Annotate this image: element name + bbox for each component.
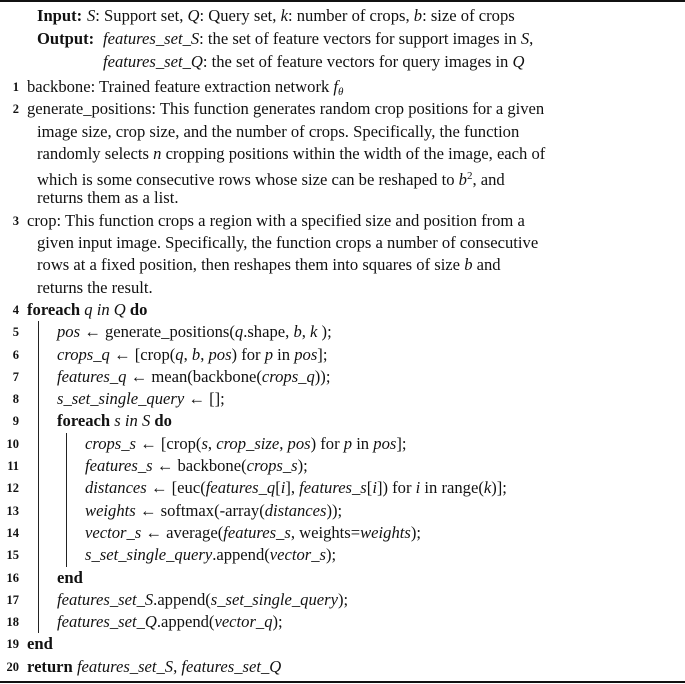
line-row xyxy=(0,344,685,366)
text-segment: crops_q xyxy=(57,344,110,364)
text-segment: in xyxy=(273,344,295,364)
text-segment: s_set_single_query xyxy=(85,545,213,565)
algorithm-line xyxy=(0,455,685,477)
text-segment: k xyxy=(483,478,492,498)
line-row xyxy=(0,187,685,209)
text-segment: S xyxy=(87,6,96,25)
text-segment: : Support set, xyxy=(95,6,188,25)
text-segment: returns the result. xyxy=(37,277,153,297)
algorithm-line xyxy=(0,299,685,321)
line-row xyxy=(0,277,685,299)
text-segment: p xyxy=(343,433,353,453)
line-row xyxy=(0,76,685,98)
text-segment: image size, crop size, and the number of crops. Specifically, the function xyxy=(37,121,520,141)
text-segment: p xyxy=(264,344,274,364)
block-indent-bar xyxy=(66,433,67,455)
text-segment: features_s xyxy=(223,522,291,542)
block-indent-bar xyxy=(38,366,39,388)
line-number: 7 xyxy=(12,369,19,384)
text-segment: pos xyxy=(373,433,397,453)
line-number: 18 xyxy=(6,615,19,630)
text-segment: ]; xyxy=(396,433,407,453)
text-segment: ← [crop( xyxy=(136,433,202,453)
text-segment: Q xyxy=(512,52,525,71)
line-number: 16 xyxy=(6,570,19,585)
line-text xyxy=(85,477,507,499)
line-row xyxy=(0,98,685,120)
text-segment: features_s xyxy=(299,478,367,498)
line-row xyxy=(0,388,685,410)
output-row xyxy=(0,27,685,50)
text-segment: , weights= xyxy=(290,522,361,542)
output-label: Output: xyxy=(37,29,95,48)
text-segment: b xyxy=(191,344,201,364)
line-text xyxy=(27,633,53,655)
text-segment: , xyxy=(200,344,209,364)
text-segment: n xyxy=(153,143,162,163)
text-segment: .append( xyxy=(153,589,211,609)
text-segment: end xyxy=(27,634,53,654)
line-number: 9 xyxy=(12,414,19,429)
text-segment: )); xyxy=(314,366,331,386)
block-indent-bar xyxy=(38,388,39,410)
line-text xyxy=(37,187,178,209)
text-segment: distances xyxy=(85,478,147,498)
line-text xyxy=(37,143,545,165)
line-row xyxy=(0,633,685,655)
text-segment: features_set_Q xyxy=(57,612,157,632)
line-text xyxy=(85,433,406,455)
text-segment: )]; xyxy=(491,478,507,498)
line-row xyxy=(0,544,685,566)
text-segment: , xyxy=(173,656,182,676)
input-description xyxy=(87,4,515,27)
line-text xyxy=(57,321,332,343)
line-text xyxy=(85,500,342,522)
algorithm-line xyxy=(0,433,685,455)
text-segment: in xyxy=(352,433,374,453)
algorithm-box xyxy=(0,4,685,678)
text-segment: ← generate_positions( xyxy=(80,322,235,342)
text-segment: k xyxy=(310,322,318,342)
line-text xyxy=(57,388,225,410)
text-segment: do xyxy=(150,411,172,431)
text-segment: ) for xyxy=(231,344,265,364)
block-indent-bar xyxy=(38,344,39,366)
text-segment: q xyxy=(234,322,244,342)
line-text xyxy=(57,567,83,589)
text-segment: b xyxy=(413,6,423,25)
text-segment: which is some consecutive rows whose size can be reshaped to xyxy=(37,170,459,190)
block-indent-bar xyxy=(38,611,39,633)
text-segment: crop: This function crops a region with a specified size and position from a xyxy=(27,210,525,230)
line-row xyxy=(0,299,685,321)
block-indent-bar xyxy=(38,433,39,455)
line-row xyxy=(0,366,685,388)
line-row xyxy=(0,477,685,499)
text-segment: given input image. Specifically, the function crops a number of consecutive xyxy=(37,233,539,253)
line-text xyxy=(85,522,421,544)
text-segment: Q xyxy=(187,6,200,25)
text-segment: S xyxy=(520,29,530,48)
text-segment: , xyxy=(183,344,192,364)
line-row xyxy=(0,656,685,678)
text-segment: b xyxy=(458,170,467,190)
text-segment: generate_positions: This function generates random crop positions for a given xyxy=(27,99,545,119)
text-segment: pos xyxy=(208,344,232,364)
line-text xyxy=(57,366,330,388)
algorithm-line xyxy=(0,589,685,611)
algorithm-line xyxy=(0,500,685,522)
text-segment: returns them as a list. xyxy=(37,188,179,208)
line-row xyxy=(0,210,685,232)
algorithm-line xyxy=(0,98,685,209)
text-segment: .append( xyxy=(212,545,270,565)
text-segment: vector_s xyxy=(85,522,142,542)
text-segment: i xyxy=(280,478,286,498)
text-segment: [ xyxy=(366,478,373,498)
text-segment: features_q xyxy=(57,366,127,386)
text-segment: vector_s xyxy=(269,545,327,565)
text-segment: ); xyxy=(297,456,308,476)
text-segment: pos xyxy=(294,344,318,364)
line-row xyxy=(0,143,685,165)
algorithm-line xyxy=(0,611,685,633)
text-segment: features_set_S xyxy=(76,656,174,676)
text-segment: i xyxy=(372,478,377,498)
block-indent-bar xyxy=(38,477,39,499)
text-segment: do xyxy=(125,299,148,319)
text-segment: ], xyxy=(285,478,300,498)
line-text xyxy=(27,210,525,232)
text-segment: : number of crops, xyxy=(287,6,414,25)
text-segment: 2 xyxy=(466,170,473,183)
text-segment: in range( xyxy=(420,478,484,498)
line-number: 5 xyxy=(12,325,19,340)
text-segment: )); xyxy=(326,500,343,520)
text-segment: features_set_Q xyxy=(181,656,282,676)
text-segment: q in Q xyxy=(84,299,126,319)
algorithm-line xyxy=(0,522,685,544)
text-segment: s_set_single_query xyxy=(57,389,185,409)
text-segment: return xyxy=(27,656,77,676)
text-segment: , xyxy=(279,433,288,453)
text-segment: foreach xyxy=(27,299,85,319)
input-row xyxy=(0,4,685,27)
line-row xyxy=(0,232,685,254)
text-segment: b xyxy=(293,322,302,342)
text-segment: pos xyxy=(287,433,311,453)
text-segment: cropping positions within the width of the image, each of xyxy=(161,143,546,163)
line-text xyxy=(37,277,153,299)
block-indent-bar xyxy=(38,455,39,477)
block-indent-bar xyxy=(38,567,39,589)
text-segment: ← softmax(-array( xyxy=(135,500,265,520)
text-segment: crops_s xyxy=(85,433,137,453)
algorithm-line xyxy=(0,567,685,589)
text-segment: : the set of feature vectors for support images in xyxy=(199,29,521,48)
line-row xyxy=(0,500,685,522)
text-segment: s_set_single_query xyxy=(210,589,338,609)
algorithm-line xyxy=(0,321,685,343)
text-segment: ); xyxy=(410,522,421,542)
text-segment: pos xyxy=(57,322,81,342)
line-number: 10 xyxy=(6,436,19,451)
text-segment: crop_size xyxy=(216,433,280,453)
text-segment: , and xyxy=(472,170,505,190)
line-number: 12 xyxy=(6,481,19,496)
text-segment: : Query set, xyxy=(199,6,281,25)
line-text xyxy=(85,455,308,477)
text-segment: crops_q xyxy=(261,366,315,386)
line-row xyxy=(0,589,685,611)
text-segment: : the set of feature vectors for query images in xyxy=(202,52,513,71)
line-number: 4 xyxy=(12,302,19,317)
line-number: 11 xyxy=(7,459,19,474)
line-row xyxy=(0,455,685,477)
algorithm-line xyxy=(0,388,685,410)
output-description xyxy=(103,27,533,50)
block-indent-bar xyxy=(66,500,67,522)
line-text xyxy=(37,232,538,254)
line-number: 20 xyxy=(6,659,19,674)
output-row-continued xyxy=(0,50,685,73)
text-segment: features_q xyxy=(205,478,276,498)
input-label: Input: xyxy=(37,6,83,25)
line-text xyxy=(57,344,327,366)
text-segment: crops_s xyxy=(246,456,298,476)
block-indent-bar xyxy=(66,455,67,477)
algorithm-line xyxy=(0,210,685,299)
line-text xyxy=(27,98,544,120)
algorithm-line xyxy=(0,544,685,566)
block-indent-bar xyxy=(66,477,67,499)
line-row xyxy=(0,321,685,343)
text-segment: ← []; xyxy=(184,389,225,409)
algorithm-line xyxy=(0,366,685,388)
text-segment: , xyxy=(529,29,534,48)
text-segment: distances xyxy=(264,500,327,520)
text-segment: ← average( xyxy=(141,522,224,542)
algorithm-line xyxy=(0,633,685,655)
algorithm-line xyxy=(0,410,685,432)
text-segment: , xyxy=(301,322,311,342)
block-indent-bar xyxy=(38,500,39,522)
line-number: 19 xyxy=(6,637,19,652)
text-segment: [ xyxy=(275,478,281,498)
text-segment: ← mean(backbone( xyxy=(126,366,262,386)
text-segment: θ xyxy=(338,86,344,98)
text-segment: .shape, xyxy=(243,322,294,342)
line-number: 17 xyxy=(6,592,19,607)
text-segment: ); xyxy=(337,589,349,609)
algorithm-line xyxy=(0,76,685,98)
text-segment: q xyxy=(175,344,184,364)
text-segment: features_s xyxy=(85,456,153,476)
line-row xyxy=(0,410,685,432)
line-row xyxy=(0,567,685,589)
line-text xyxy=(57,589,348,611)
text-segment: ); xyxy=(317,322,332,342)
line-row xyxy=(0,121,685,143)
line-text xyxy=(57,611,283,633)
text-segment: k xyxy=(280,6,288,25)
text-segment: s xyxy=(201,433,208,453)
top-rule xyxy=(0,0,685,2)
line-number: 15 xyxy=(6,548,19,563)
block-indent-bar xyxy=(66,522,67,544)
algorithm-line xyxy=(0,477,685,499)
text-segment: f xyxy=(333,77,339,96)
line-number: 14 xyxy=(6,525,19,540)
block-indent-bar xyxy=(66,544,67,566)
text-segment: ← backbone( xyxy=(152,456,247,476)
text-segment: features_set_S xyxy=(103,29,200,48)
text-segment: ]; xyxy=(317,344,328,364)
text-segment: .append( xyxy=(156,612,215,632)
algorithm-line xyxy=(0,344,685,366)
text-segment: backbone: Trained feature extraction network xyxy=(27,77,334,96)
line-text xyxy=(27,299,147,321)
line-number: 13 xyxy=(6,503,19,518)
text-segment: and xyxy=(472,255,501,275)
text-segment: weights xyxy=(85,500,136,520)
line-row xyxy=(0,433,685,455)
text-segment: b xyxy=(464,255,473,275)
block-indent-bar xyxy=(38,589,39,611)
text-segment: : size of crops xyxy=(422,6,515,25)
block-indent-bar xyxy=(38,321,39,343)
block-indent-bar xyxy=(38,410,39,432)
text-segment: ) for xyxy=(310,433,344,453)
text-segment: weights xyxy=(360,522,411,542)
line-number: 8 xyxy=(12,392,19,407)
line-text xyxy=(37,254,501,276)
bottom-rule xyxy=(0,681,685,683)
line-text xyxy=(57,410,172,432)
block-indent-bar xyxy=(38,522,39,544)
line-text xyxy=(37,121,519,143)
text-segment: foreach xyxy=(57,411,115,431)
text-segment: ← [euc( xyxy=(146,478,206,498)
line-row xyxy=(0,611,685,633)
text-segment: ← [crop( xyxy=(109,344,176,364)
text-segment: ); xyxy=(326,545,337,565)
algorithm-lines xyxy=(0,76,685,678)
line-text xyxy=(85,544,336,566)
line-text xyxy=(27,656,281,678)
text-segment: features_set_Q xyxy=(103,52,203,71)
line-row xyxy=(0,165,685,190)
text-segment: end xyxy=(57,567,83,587)
block-indent-bar xyxy=(38,544,39,566)
line-row xyxy=(0,254,685,276)
text-segment: ); xyxy=(272,612,283,632)
output-description xyxy=(103,50,524,73)
text-segment: rows at a fixed position, then reshapes them into squares of size xyxy=(37,255,465,275)
text-segment: vector_q xyxy=(214,612,273,632)
line-number: 2 xyxy=(12,102,19,117)
algorithm-header xyxy=(0,4,685,76)
line-number: 6 xyxy=(12,347,19,362)
line-row xyxy=(0,522,685,544)
text-segment: i xyxy=(415,478,421,498)
text-segment: s in S xyxy=(114,411,151,431)
algorithm-line xyxy=(0,656,685,678)
line-number: 3 xyxy=(12,213,19,228)
line-number: 1 xyxy=(12,80,19,94)
text-segment: features_set_S xyxy=(57,589,154,609)
text-segment: , xyxy=(207,433,217,453)
text-segment: randomly selects xyxy=(37,143,154,163)
text-segment: ]) for xyxy=(376,478,416,498)
